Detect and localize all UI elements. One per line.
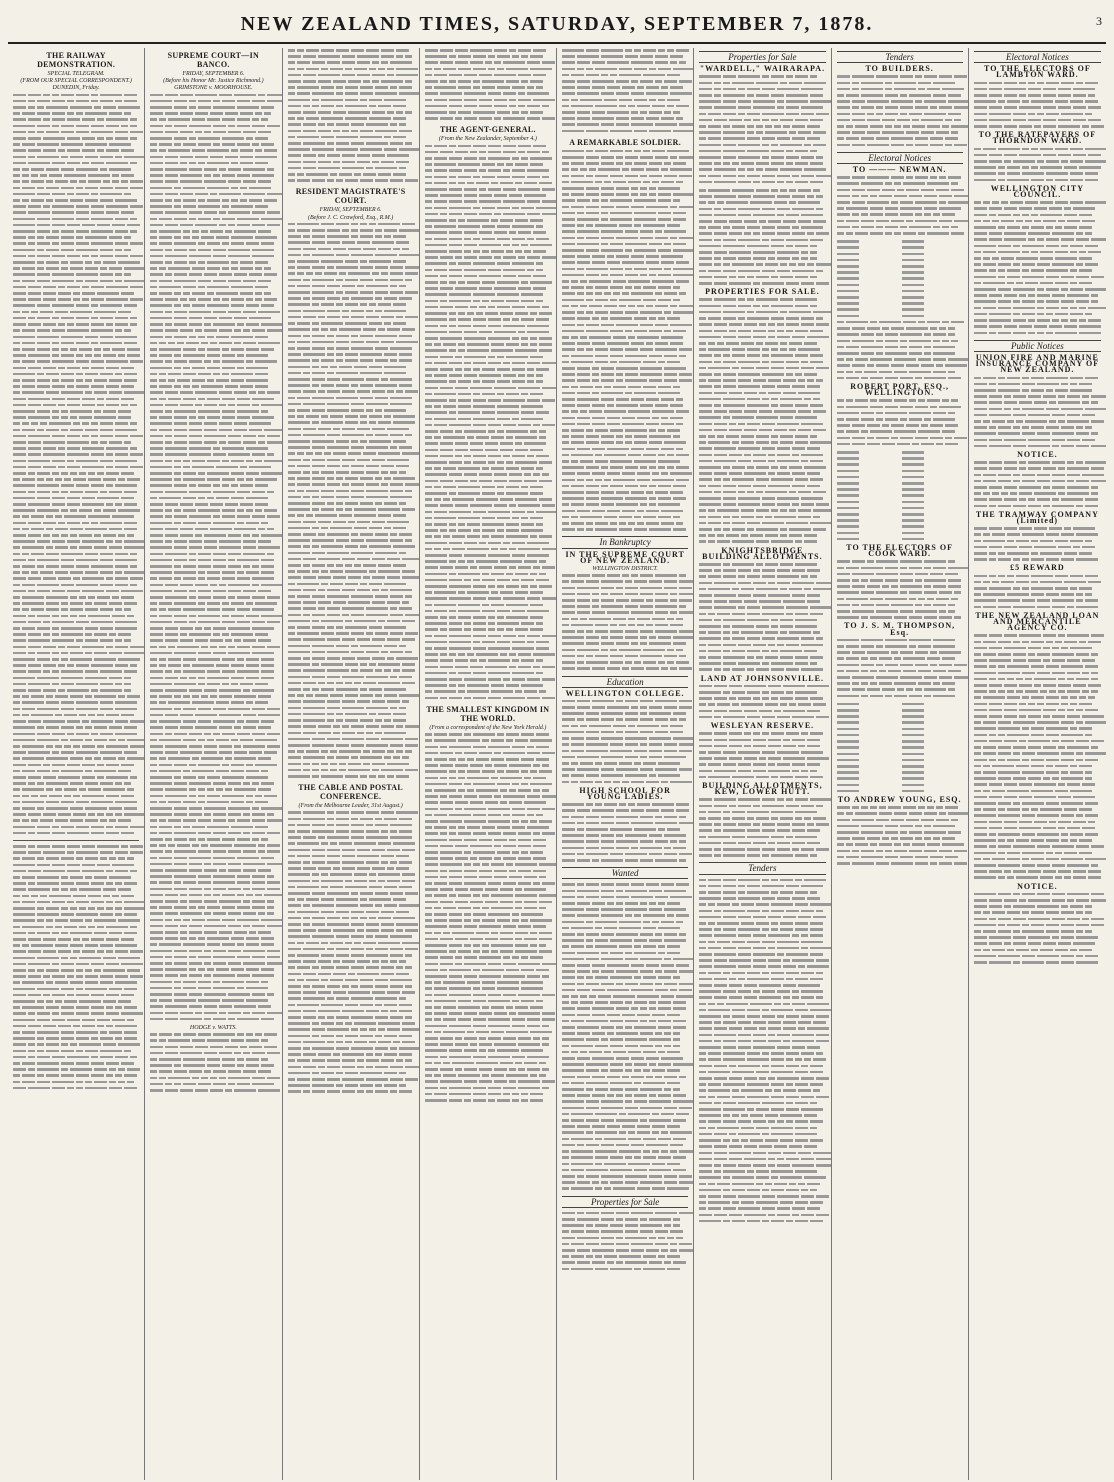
article-subhead: FRIDAY, SEPTEMBER 6. — [182, 71, 245, 77]
body-text-block — [837, 398, 963, 448]
body-text-block — [837, 320, 963, 382]
body-text-block — [699, 797, 825, 859]
section-heading: Properties for Sale — [699, 51, 825, 63]
advertisement-title: TO THE ELECTORS OF LAMBTON WARD. — [984, 64, 1091, 80]
advertisement-title: LAND AT JOHNSONVILLE. — [700, 673, 824, 683]
column-2 — [145, 48, 282, 1480]
column-5 — [557, 48, 694, 1480]
page-number: 3 — [1096, 14, 1102, 28]
column-6 — [694, 48, 831, 1480]
signatory-list — [837, 450, 963, 543]
article-subhead: (From the New Zealander, September 4.) — [438, 136, 537, 143]
article-subhead: SPECIAL TELEGRAM. — [47, 71, 105, 77]
advertisement-title: TO THE RATEPAYERS OF THORNDON WARD. — [978, 130, 1097, 146]
body-text-block — [562, 573, 688, 672]
advertisement-title: WESLEYAN RESERVE. — [710, 721, 815, 731]
body-text-block — [150, 93, 276, 1023]
article-headline: SUPREME COURT—IN BANCO. — [167, 51, 260, 69]
body-text-block — [288, 222, 414, 780]
body-text-block — [562, 882, 688, 1192]
section-heading: Tenders — [699, 862, 825, 874]
article-headline: THE SMALLEST KINGDOM IN THE WORLD. — [426, 704, 550, 723]
advertisement-title: "WARDELL," WAIRARAPA. — [699, 64, 826, 74]
advertisement-title: WELLINGTON COLLEGE. — [565, 688, 685, 698]
section-heading: Wanted — [562, 867, 688, 879]
advertisement-title: NOTICE. — [1017, 449, 1058, 459]
body-text-block — [699, 74, 825, 186]
body-text-block — [974, 200, 1101, 336]
advertisement-title: KNIGHTSBRIDGE BUILDING ALLOTMENTS. — [702, 545, 823, 561]
advertisement-title: NOTICE. — [1017, 881, 1058, 891]
article-subhead: (FROM OUR SPECIAL CORRESPONDENT.) — [20, 78, 132, 85]
body-text-block — [699, 562, 825, 674]
body-text-block — [974, 574, 1101, 611]
column-4 — [420, 48, 557, 1480]
body-text-block — [974, 147, 1101, 184]
body-text-block — [699, 298, 825, 546]
article-subhead: (Before his Honor Mr. Justice Richmond.) — [163, 78, 264, 85]
article-headline: THE CABLE AND POSTAL CONFERENCE. — [298, 783, 403, 802]
article-subhead: GRIMSTONE v. MOORHOUSE. — [174, 85, 253, 92]
advertisement-title: TO J. S. M. THOMPSON, Esq. — [844, 621, 956, 637]
advertisement-title: WELLINGTON CITY COUNCIL. — [990, 183, 1085, 200]
masthead — [8, 6, 1106, 44]
body-text-block — [974, 633, 1101, 881]
section-heading: Electoral Notices — [837, 152, 963, 164]
section-heading: Electoral Notices — [974, 51, 1101, 63]
columns-container — [8, 48, 1106, 1480]
body-text-block — [974, 892, 1101, 966]
advertisement-title: TO ANDREW YOUNG, ESQ. — [837, 794, 962, 804]
article-subhead: WELLINGTON DISTRICT. — [592, 566, 658, 573]
body-text-block — [699, 731, 825, 781]
advertisement-title: THE TRAMWAY COMPANY (Limited) — [975, 509, 1099, 526]
article-headline: A REMARKABLE SOLDIER. — [569, 137, 682, 147]
body-text-block — [699, 188, 825, 287]
advertisement-title: UNION FIRE AND MARINE INSURANCE COMPANY OF NEW ZEALAND. — [975, 352, 1100, 375]
article-subhead: (From a correspondent of the New York Herald.) — [429, 724, 547, 731]
advertisement-title: TO THE ELECTORS OF COOK WARD. — [846, 543, 953, 559]
signatory-list — [837, 239, 963, 320]
body-text-block — [699, 878, 825, 1225]
body-text-block — [425, 48, 551, 122]
section-heading: Tenders — [837, 51, 963, 63]
advertisement-title: ROBERT PORT, ESQ., WELLINGTON. — [850, 381, 949, 398]
column-7 — [832, 48, 969, 1480]
signatory-list — [837, 702, 963, 795]
article-headline: THE RAILWAY DEMONSTRATION. — [37, 51, 116, 69]
body-text-block — [699, 684, 825, 721]
article-subhead: FRIDAY, SEPTEMBER 6. — [319, 207, 382, 214]
advertisement-title: HIGH SCHOOL FOR YOUNG LADIES. — [579, 785, 671, 801]
column-rule — [13, 840, 139, 841]
body-text-block — [562, 1211, 688, 1273]
article-headline: THE AGENT-GENERAL. — [439, 125, 536, 135]
body-text-block — [13, 93, 139, 837]
column-3 — [283, 48, 420, 1480]
section-heading: Public Notices — [974, 340, 1101, 352]
body-text-block — [425, 732, 551, 1104]
body-text-block — [837, 74, 963, 148]
advertisement-title: TO BUILDERS. — [865, 64, 934, 74]
column-1 — [8, 48, 145, 1480]
article-headline: RESIDENT MAGISTRATE'S COURT. — [295, 187, 406, 206]
article-subhead: HODGE v. WATTS. — [189, 1025, 237, 1032]
body-text-block — [974, 376, 1101, 450]
advertisement-title: £5 REWARD — [1010, 563, 1065, 573]
masthead-title: NEW ZEALAND TIMES, SATURDAY, SEPTEMBER 7, 1878. — [240, 13, 874, 35]
section-heading: In Bankruptcy — [562, 536, 688, 548]
body-text-block — [562, 699, 688, 786]
body-text-block — [288, 810, 414, 1095]
body-text-block — [150, 1032, 276, 1094]
body-text-block — [13, 844, 139, 1092]
body-text-block — [288, 48, 414, 184]
body-text-block — [562, 149, 688, 534]
advertisement-title: IN THE SUPREME COURT OF NEW ZEALAND. — [565, 549, 685, 565]
advertisement-title: PROPERTIES FOR SALE. — [705, 287, 820, 297]
advertisement-title: BUILDING ALLOTMENTS, KEW, LOWER HUTT. — [702, 780, 823, 797]
article-subhead: (From the Melbourne Leader, 31st August.) — [298, 803, 403, 810]
body-text-block — [562, 802, 688, 864]
body-text-block — [974, 81, 1101, 131]
body-text-block — [837, 638, 963, 700]
body-text-block — [837, 805, 963, 867]
body-text-block — [974, 526, 1101, 563]
section-heading: Education — [562, 676, 688, 688]
advertisement-title: THE NEW ZEALAND LOAN AND MERCANTILE AGENCY CO. — [975, 610, 1100, 633]
body-text-block — [562, 48, 688, 135]
section-heading: Properties for Sale — [562, 1196, 688, 1208]
body-text-block — [974, 460, 1101, 510]
body-text-block — [837, 559, 963, 621]
column-8 — [969, 48, 1106, 1480]
advertisement-title: TO ——— NEWMAN. — [852, 165, 947, 175]
body-text-block — [425, 144, 551, 702]
article-subhead: DUNEDIN, Friday. — [52, 85, 100, 92]
article-subhead: (Before J. C. Crawford, Esq., R.M.) — [308, 214, 394, 221]
body-text-block — [837, 175, 963, 237]
